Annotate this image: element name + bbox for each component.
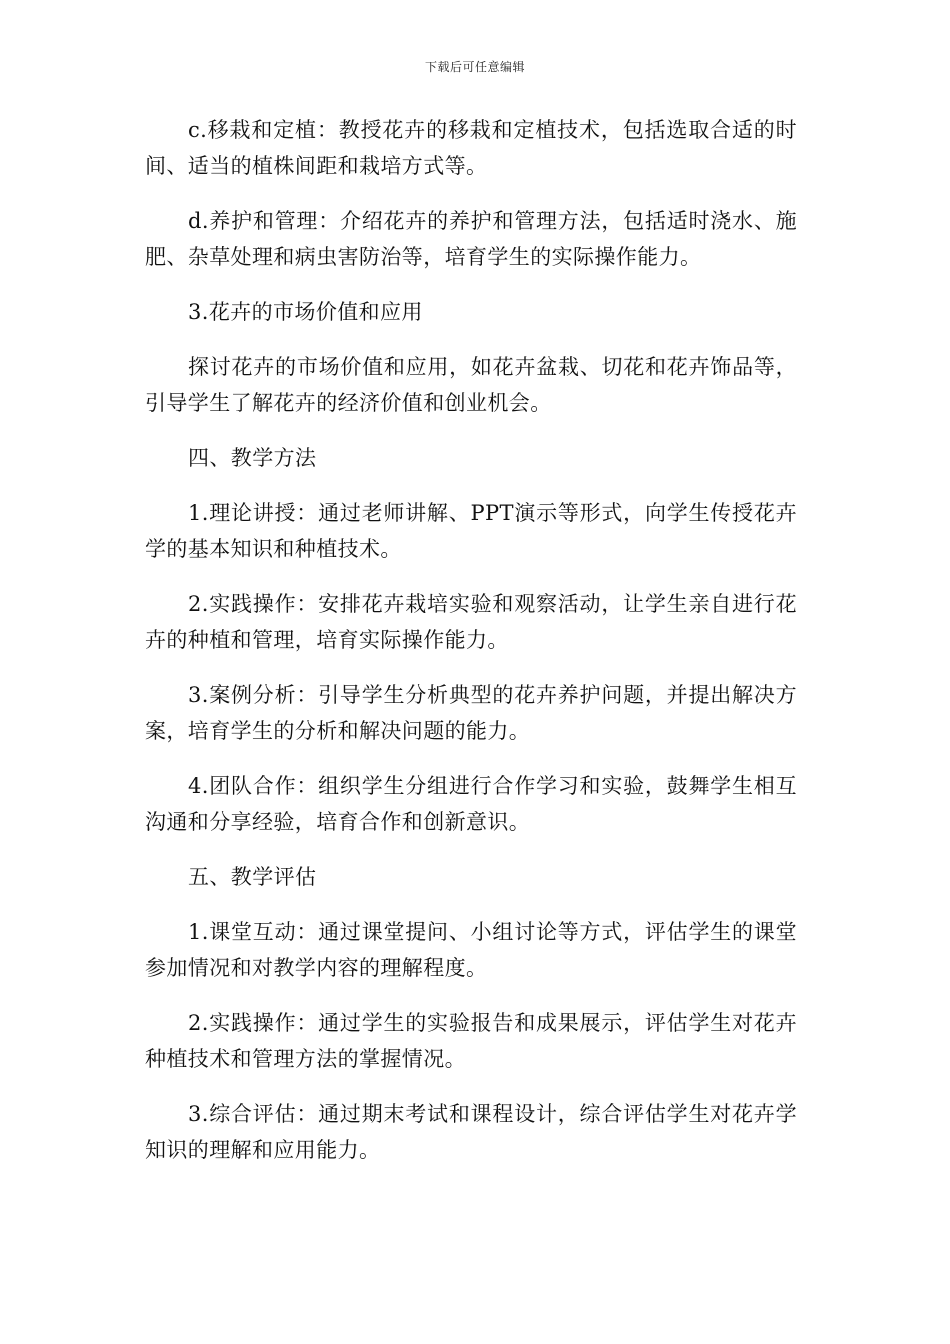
paragraph-case-analysis: 3.案例分析：引导学生分析典型的花卉养护问题，并提出解决方案，培育学生的分析和解决问题的能力。 <box>145 683 797 743</box>
section-heading-teaching-evaluation: 五、教学评估 <box>188 865 317 889</box>
paragraph-comprehensive-evaluation: 3.综合评估：通过期末考试和课程设计，综合评估学生对花卉学知识的理解和应用能力。 <box>145 1102 797 1162</box>
paragraph-transplanting: c.移栽和定植：教授花卉的移栽和定植技术，包括选取合适的时间、适当的植株间距和栽培方式等。 <box>145 118 797 178</box>
section-heading-teaching-methods: 四、教学方法 <box>188 446 317 470</box>
paragraph-theory-lecture: 1.理论讲授：通过老师讲解、PPT演示等形式，向学生传授花卉学的基本知识和种植技术。 <box>145 501 797 561</box>
document-body <box>145 112 797 1187</box>
paragraph-market-value: 探讨花卉的市场价值和应用，如花卉盆栽、切花和花卉饰品等，引导学生了解花卉的经济价值和创业机会。 <box>145 355 797 415</box>
paragraph-practical-evaluation: 2.实践操作：通过学生的实验报告和成果展示，评估学生对花卉种植技术和管理方法的掌握情况。 <box>145 1011 797 1071</box>
page-header: 下载后可任意编辑 <box>424 60 525 74</box>
paragraph-practical-operation: 2.实践操作：安排花卉栽培实验和观察活动，让学生亲自进行花卉的种植和管理，培育实际操作能力。 <box>145 592 797 652</box>
paragraph-maintenance: d.养护和管理：介绍花卉的养护和管理方法，包括适时浇水、施肥、杂草处理和病虫害防治等，培育学生的实际操作能力。 <box>145 209 797 269</box>
paragraph-teamwork: 4.团队合作：组织学生分组进行合作学习和实验，鼓舞学生相互沟通和分享经验，培育合作和创新意识。 <box>145 774 797 834</box>
paragraph-classroom-interaction: 1.课堂互动：通过课堂提问、小组讨论等方式，评估学生的课堂参加情况和对教学内容的理解程度。 <box>145 920 797 980</box>
subheading-market-value: 3.花卉的市场价值和应用 <box>188 300 423 324</box>
